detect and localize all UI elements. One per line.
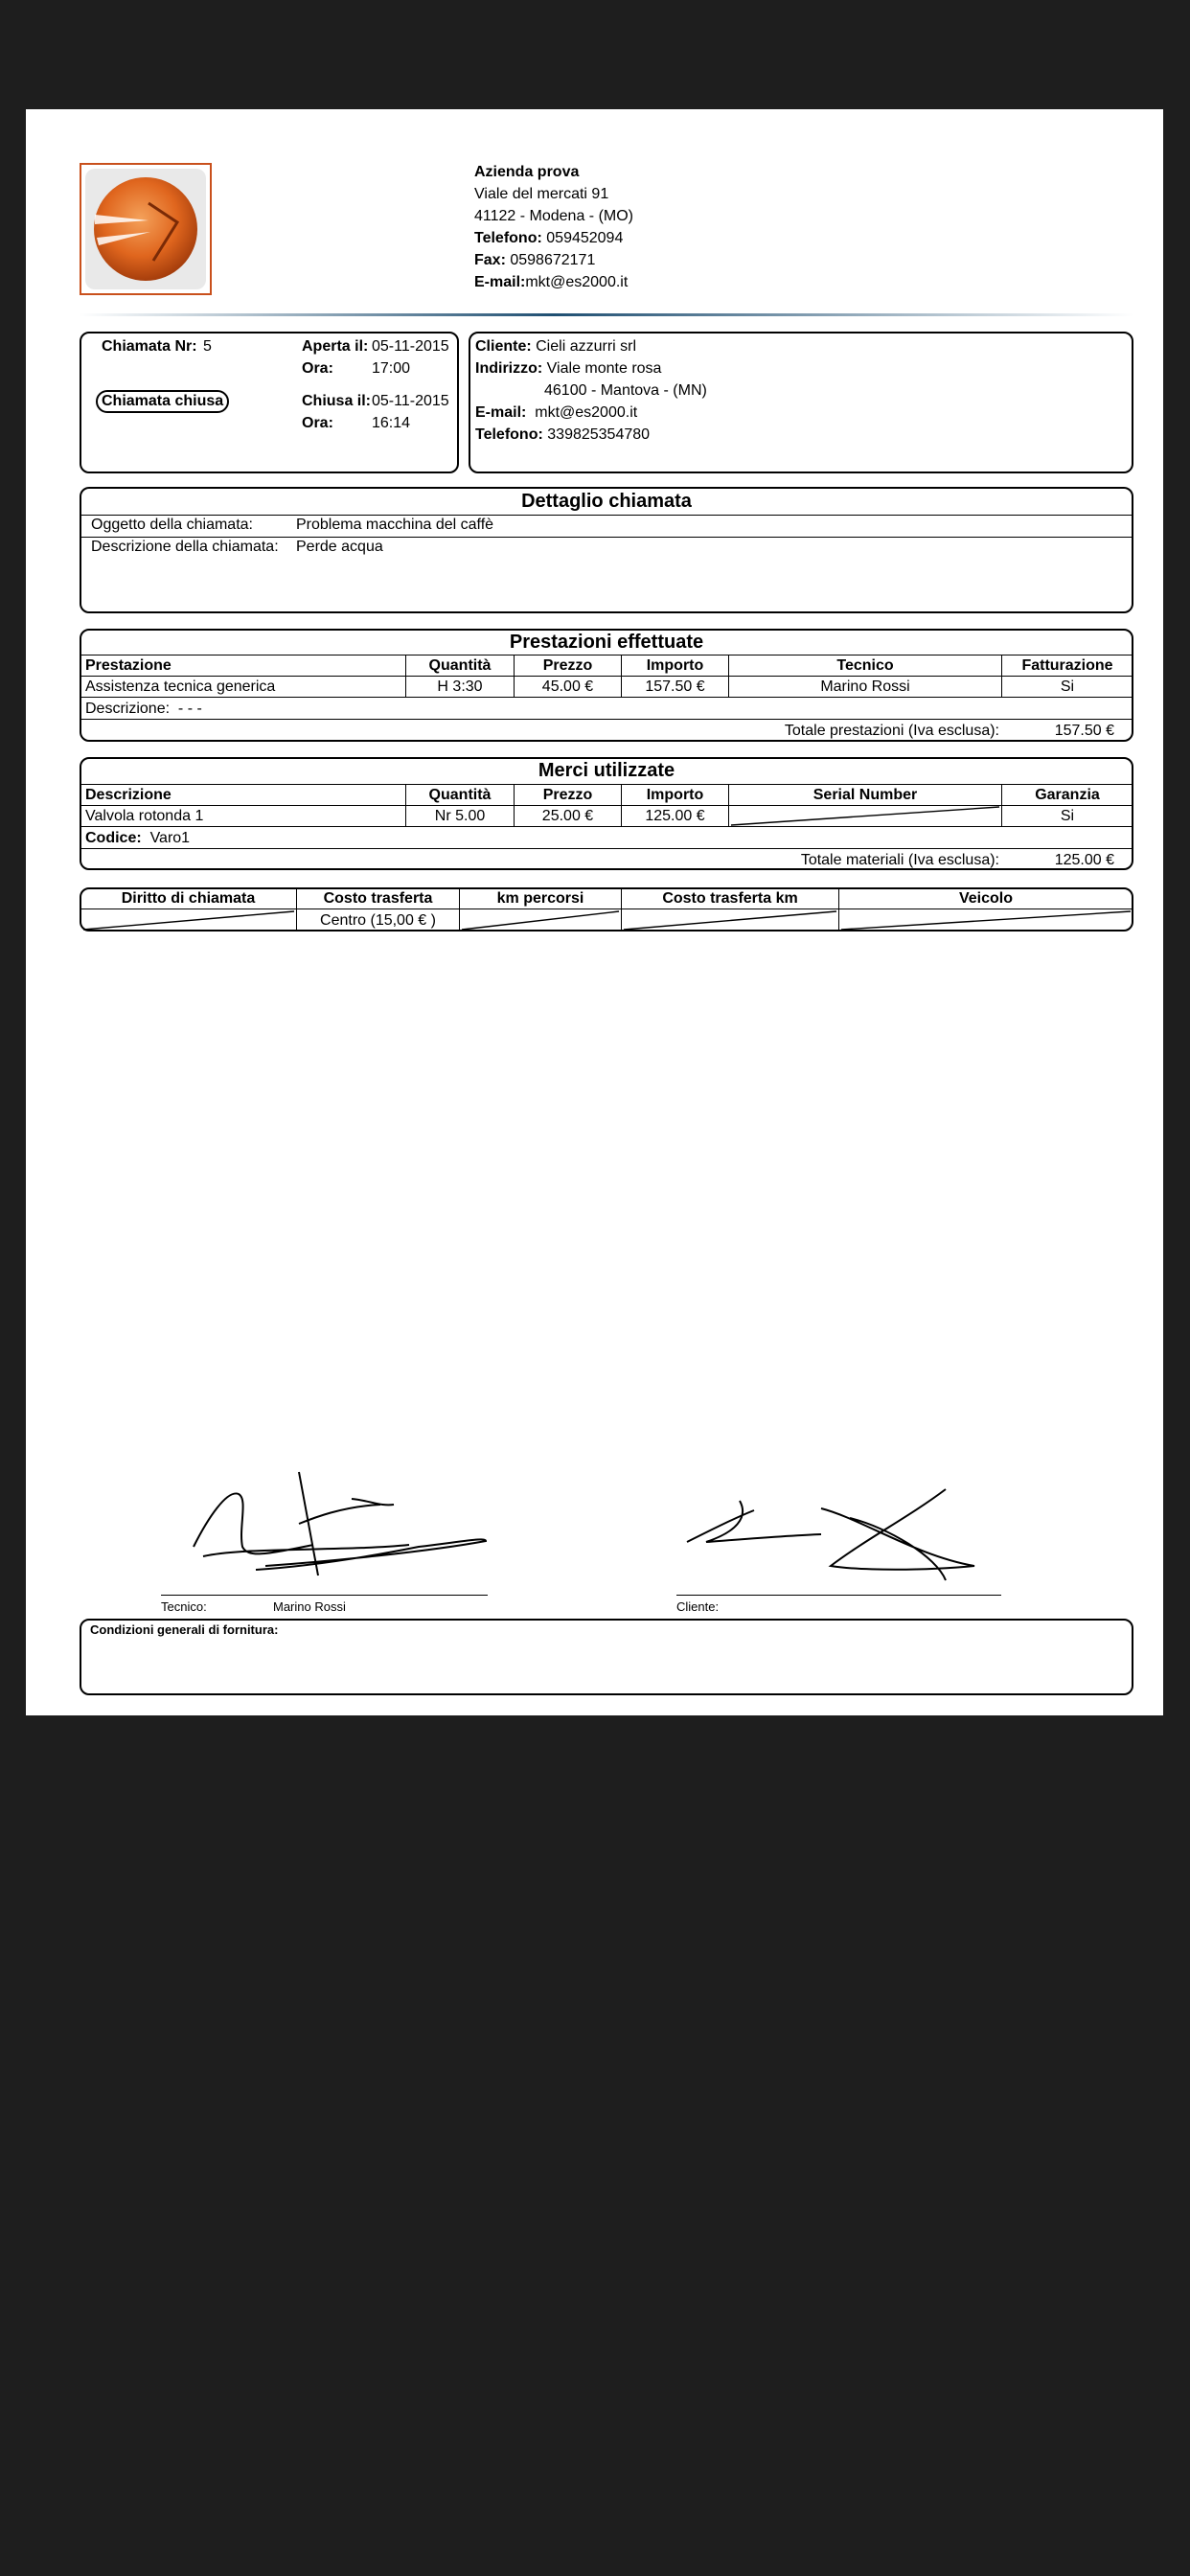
services-title: Prestazioni effettuate: [509, 632, 704, 653]
col-importo: Importo: [646, 657, 704, 674]
goods-code: Codice: Varo1: [85, 830, 191, 846]
subject-value: Problema macchina del caffè: [296, 517, 494, 533]
cell: Si: [1060, 808, 1075, 824]
opened-time: 17:00: [372, 360, 411, 377]
client-phone: Telefono: 339825354780: [475, 426, 651, 443]
closed-date: 05-11-2015: [372, 393, 449, 409]
client-address-line2: 46100 - Mantova - (MN): [544, 382, 707, 399]
client-address: Indirizzo: Viale monte rosa: [475, 360, 662, 377]
cell: 25.00 €: [541, 808, 594, 824]
goods-total: 125.00 €: [1054, 852, 1114, 868]
subject-label: Oggetto della chiamata:: [91, 517, 253, 533]
technician-name: Marino Rossi: [273, 1599, 346, 1614]
company-city: 41122 - Modena - (MO): [474, 208, 633, 224]
col-quantita: Quantità: [428, 787, 492, 803]
col-prezzo: Prezzo: [542, 787, 593, 803]
call-number-label: Chiamata Nr:: [102, 338, 197, 355]
description-label: Descrizione della chiamata:: [91, 539, 279, 555]
opened-time-label: Ora:: [302, 360, 333, 377]
col-quantita: Quantità: [428, 657, 492, 674]
opened-label: Aperta il:: [302, 338, 369, 355]
closed-time-label: Ora:: [302, 415, 333, 431]
conditions-label: Condizioni generali di fornitura:: [90, 1622, 279, 1637]
company-name: Azienda prova: [474, 164, 580, 180]
company-fax: Fax: 0598672171: [474, 252, 596, 268]
description-value: Perde acqua: [296, 539, 383, 555]
services-total: 157.50 €: [1054, 723, 1114, 739]
col-veicolo: Veicolo: [958, 890, 1014, 907]
col-descrizione: Descrizione: [85, 787, 172, 803]
client-email: E-mail: mkt@es2000.it: [475, 404, 638, 421]
col-importo: Importo: [646, 787, 704, 803]
closed-label: Chiusa il:: [302, 393, 372, 409]
cell: Valvola rotonda 1: [85, 808, 204, 824]
col-costo-trasferta: Costo trasferta: [323, 890, 433, 907]
cell: 157.50 €: [645, 678, 705, 695]
col-fatturazione: Fatturazione: [1021, 657, 1113, 674]
client-name: Cliente: Cieli azzurri srl: [475, 338, 637, 355]
technician-label: Tecnico:: [161, 1599, 207, 1614]
services-description: Descrizione: - - -: [85, 701, 202, 717]
call-detail-title: Dettaglio chiamata: [521, 491, 692, 512]
cell: 125.00 €: [645, 808, 705, 824]
cell: Marino Rossi: [820, 678, 910, 695]
goods-title: Merci utilizzate: [538, 760, 675, 781]
company-street: Viale del mercati 91: [474, 186, 609, 202]
document-page: [26, 109, 1163, 1715]
col-costo-trasferta-km: Costo trasferta km: [662, 890, 798, 907]
cell: Assistenza tecnica generica: [85, 678, 276, 695]
goods-total-label: Totale materiali (Iva esclusa):: [800, 852, 999, 868]
col-prezzo: Prezzo: [542, 657, 593, 674]
call-status-badge: Chiamata chiusa: [96, 390, 229, 413]
services-total-label: Totale prestazioni (Iva esclusa):: [784, 723, 999, 739]
col-diritto-chiamata: Diritto di chiamata: [121, 890, 256, 907]
client-signature: [26, 109, 1163, 1715]
col-serial-number: Serial Number: [812, 787, 918, 803]
cell: Si: [1060, 678, 1075, 695]
company-phone: Telefono: 059452094: [474, 230, 624, 246]
call-number: 5: [203, 338, 212, 355]
opened-date: 05-11-2015: [372, 338, 449, 355]
company-email: E-mail:mkt@es2000.it: [474, 274, 629, 290]
cell: H 3:30: [437, 678, 483, 695]
closed-time: 16:14: [372, 415, 411, 431]
col-km-percorsi: km percorsi: [496, 890, 584, 907]
cell: 45.00 €: [541, 678, 594, 695]
col-prestazione: Prestazione: [85, 657, 172, 674]
col-tecnico: Tecnico: [836, 657, 894, 674]
client-signature-label: Cliente:: [676, 1599, 720, 1614]
col-garanzia: Garanzia: [1035, 787, 1100, 803]
costo-trasferta-value: Centro (15,00 € ): [320, 912, 436, 929]
cell: Nr 5.00: [434, 808, 486, 824]
